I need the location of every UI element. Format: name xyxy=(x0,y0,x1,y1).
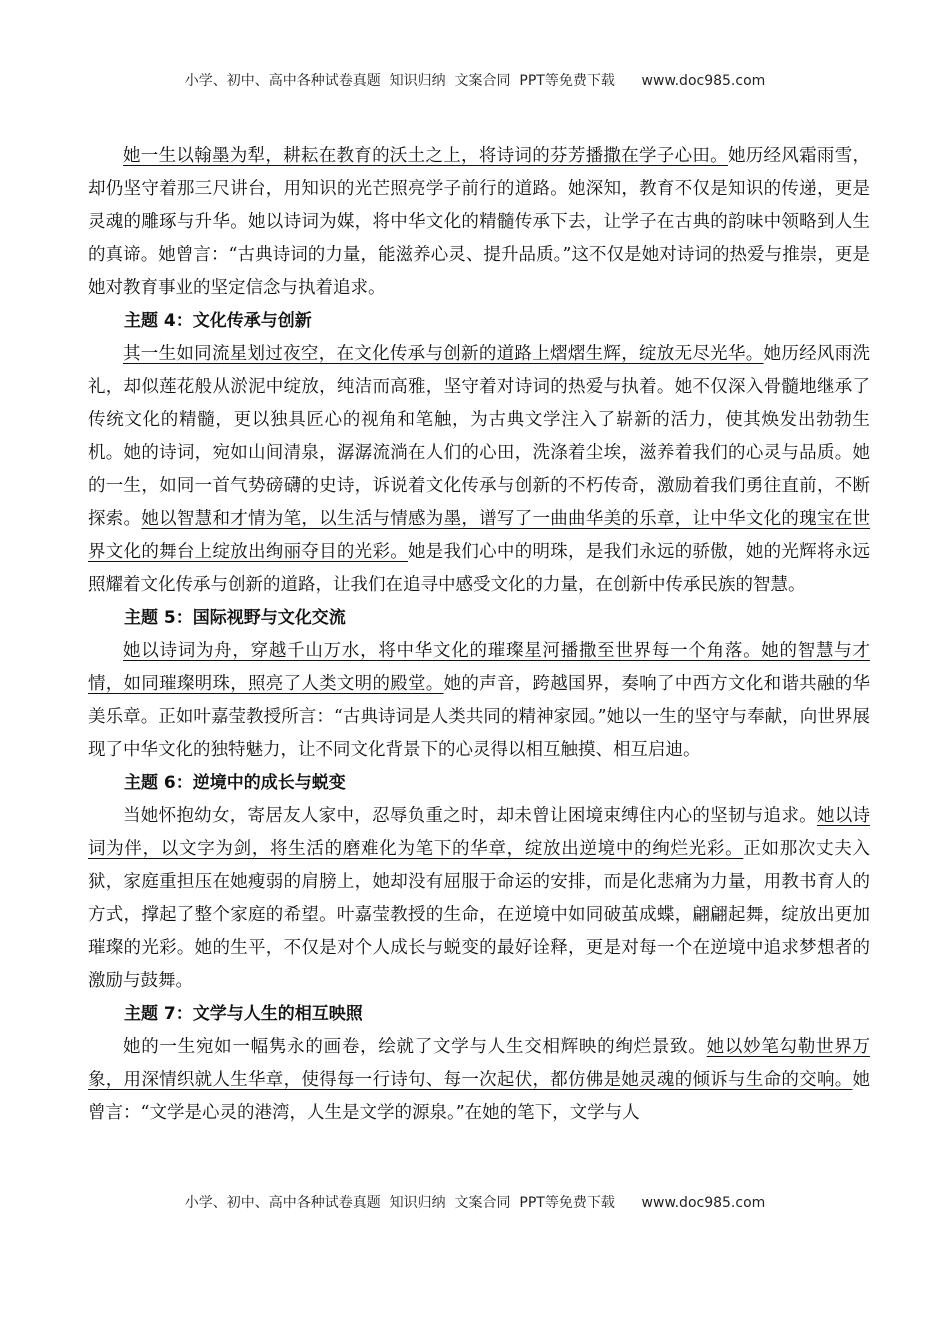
theme-6-paragraph xyxy=(88,800,870,998)
theme-4-paragraph xyxy=(88,338,870,602)
theme-7-heading: 主题 7：文学与人生的相互映照 xyxy=(124,1004,363,1024)
underlined-sentence: 其一生如同流星划过夜空，在文化传承与创新的道路上熠熠生辉，绽放无尽光华。 xyxy=(123,344,764,364)
underlined-sentence: 她以诗词为舟，穿越千山万水，将中华文化的璀璨星河播撒至世界每一个角落。她的智慧与才情，如同璀璨明珠，照亮了人类文明的殿堂。 xyxy=(88,641,870,694)
paragraph-text: 她是我们心中的明珠，是我们永远的骄傲，她的光辉将永远照耀着文化传承与创新的道路，让我们在追寻中感受文化的力量，在创新中传承民族的智慧。 xyxy=(88,542,871,595)
paragraph-text: 她的声音，跨越国界，奏响了中西方文化和谐共融的华美乐章。正如叶嘉莹教授所言：“古典诗词是人类共同的精神家园。”她以一生的坚守与奉献，向世界展现了中华文化的独特魅力，让不同文化背景下的心灵得以相互触摸、相互启迪。 xyxy=(88,674,871,760)
paragraph-text: 正如那次丈夫入狱，家庭重担压在她瘦弱的肩膀上，她却没有屈服于命运的安排，而是化悲痛为力量，用教书育人的方式，撑起了整个家庭的希望。叶嘉莹教授的生命，在逆境中如同破茧成蝶，翩翩起舞，绽放出更加璀璨的光彩。她的生平，不仅是对个人成长与蜕变的最好诠释，更是对每一个在逆境中追求梦想者的激励与鼓舞。 xyxy=(88,839,871,991)
theme-7-paragraph xyxy=(88,1031,870,1130)
intro-paragraph xyxy=(88,140,870,305)
theme-4-heading: 主题 4：文化传承与创新 xyxy=(124,311,312,331)
page-header: 小学、初中、高中各种试卷真题 知识归纳 文案合同 PPT等免费下载 www.doc985.com xyxy=(184,73,766,89)
underlined-sentence: 她以智慧和才情为笔，以生活与情感为墨，谱写了一曲曲华美的乐章，让中华文化的瑰宝在世界文化的舞台上绽放出绚丽夺目的光彩。 xyxy=(88,509,871,562)
theme-5-paragraph xyxy=(88,635,870,767)
page-footer: 小学、初中、高中各种试卷真题 知识归纳 文案合同 PPT等免费下载 www.doc985.com xyxy=(184,1195,766,1211)
theme-5-heading: 主题 5：国际视野与文化交流 xyxy=(124,608,346,628)
paragraph-text: 当她怀抱幼女，寄居友人家中，忍辱负重之时，却未曾让困境束缚住内心的坚韧与追求。 xyxy=(123,806,817,826)
document-body xyxy=(88,140,870,1130)
paragraph-text: 她历经风霜雨雪，却仍坚守着那三尺讲台，用知识的光芒照亮学子前行的道路。她深知，教育不仅是知识的传递，更是灵魂的雕琢与升华。她以诗词为媒，将中华文化的精髓传承下去，让学子在古典的韵味中领略到人生的真谛。她曾言：“古典诗词的力量，能滋养心灵、提升品质。”这不仅是她对诗词的热爱与推崇，更是她对教育事业的坚定信念与执着追求。 xyxy=(88,146,871,298)
underlined-sentence: 她以妙笔勾勒世界万象，用深情织就人生华章，使得每一行诗句、每一次起伏，都仿佛是她灵魂的倾诉与生命的交响。 xyxy=(88,1037,871,1090)
paragraph-text: 她的一生宛如一幅隽永的画卷，绘就了文学与人生交相辉映的绚烂景致。 xyxy=(123,1037,707,1057)
underlined-sentence: 她以诗词为伴，以文字为剑，将生活的磨难化为笔下的华章，绽放出逆境中的绚烂光彩。 xyxy=(88,806,871,859)
paragraph-text: 她历经风雨洗礼，却似莲花般从淤泥中绽放，纯洁而高雅，坚守着对诗词的热爱与执着。她不仅深入骨髓地继承了传统文化的精髓，更以独具匠心的视角和笔触，为古典文学注入了崭新的活力，使其焕发出勃勃生机。她的诗词，宛如山间清泉，潺潺流淌在人们的心田，洗涤着尘埃，滋养着我们的心灵与品质。她的一生，如同一首气势磅礴的史诗，诉说着文化传承与创新的不朽传奇，激励着我们勇往直前，不断探索。 xyxy=(88,344,871,529)
theme-6-heading: 主题 6：逆境中的成长与蜕变 xyxy=(124,773,346,793)
paragraph-text: 她曾言：“文学是心灵的港湾，人生是文学的源泉。”在她的笔下，文学与人 xyxy=(88,1070,870,1123)
underlined-sentence: 她一生以翰墨为犁，耕耘在教育的沃土之上，将诗词的芬芳播撒在学子心田。 xyxy=(123,146,728,166)
